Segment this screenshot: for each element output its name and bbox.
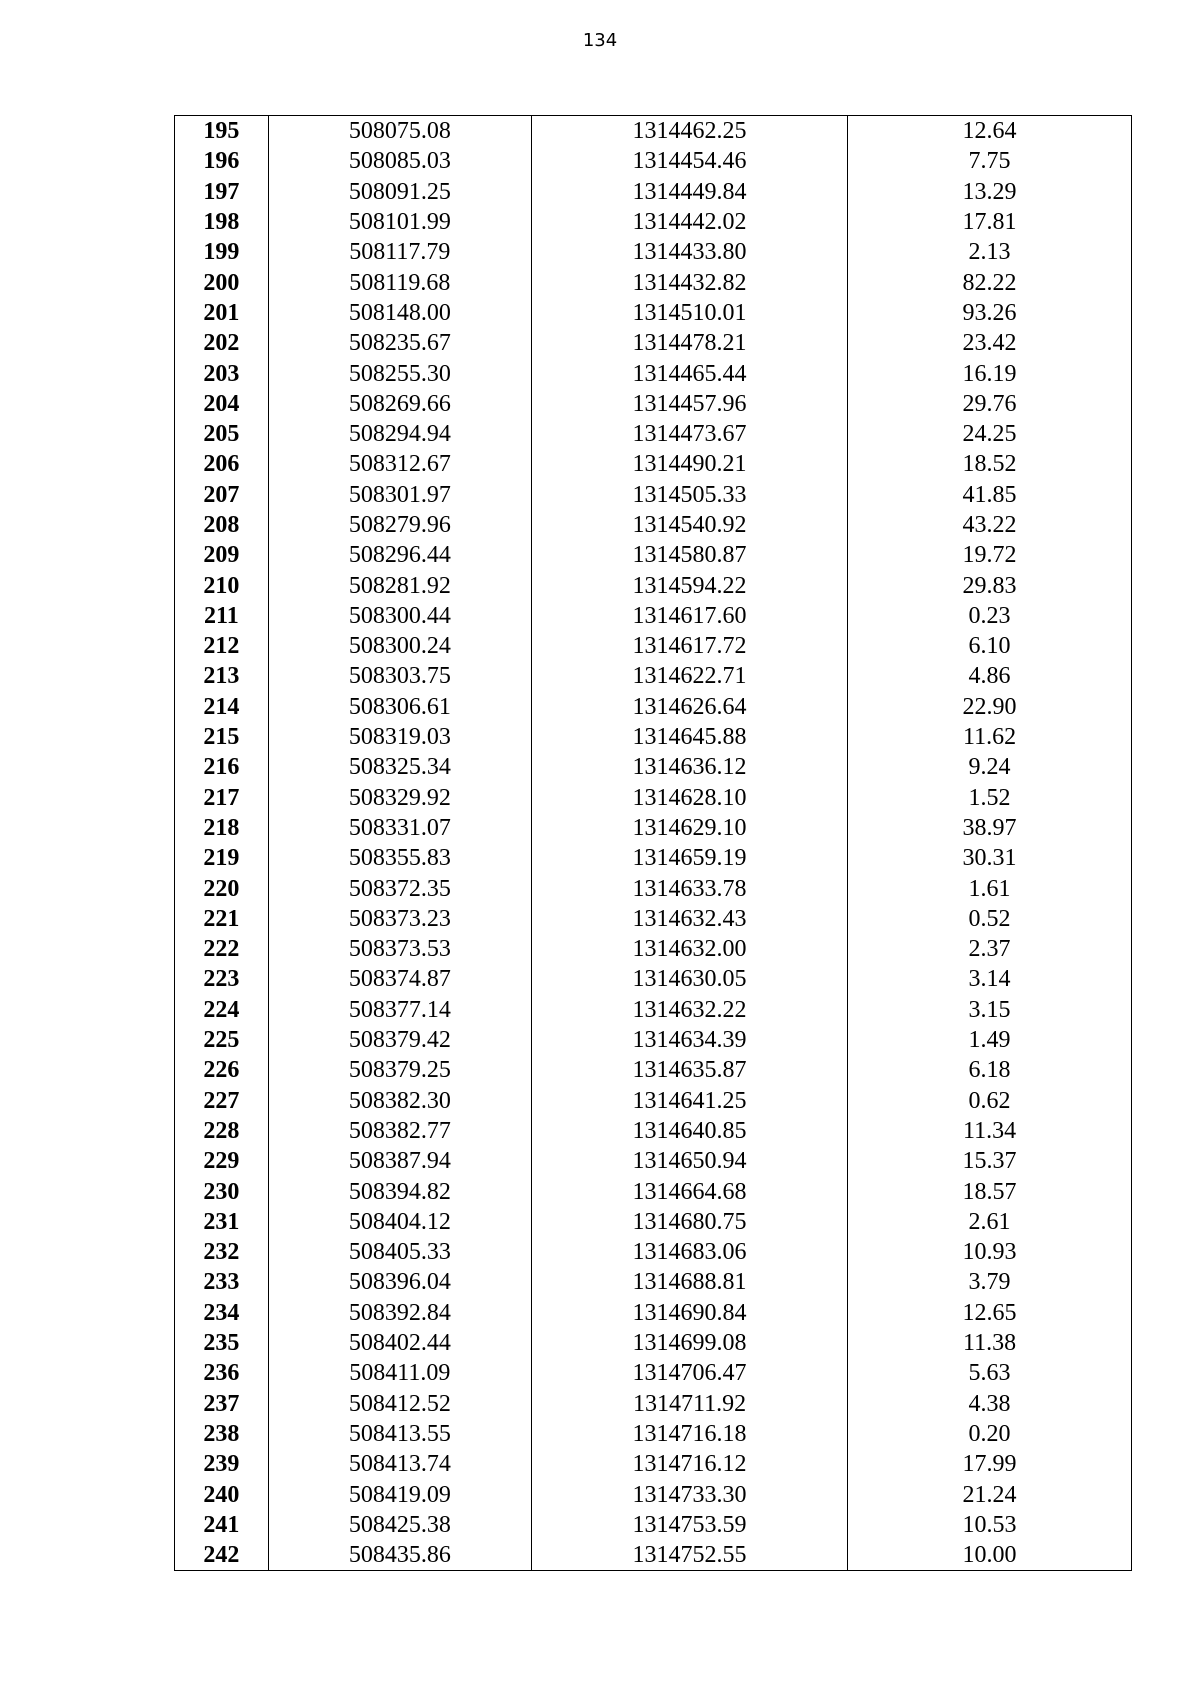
point-number: 227 <box>175 1086 269 1116</box>
x-coordinate: 508119.68 <box>268 267 531 297</box>
y-coordinate: 1314580.87 <box>531 540 847 570</box>
point-number: 215 <box>175 722 269 752</box>
point-number: 217 <box>175 783 269 813</box>
segment-length: 17.99 <box>848 1449 1132 1479</box>
y-coordinate: 1314635.87 <box>531 1055 847 1085</box>
point-number: 212 <box>175 631 269 661</box>
segment-length: 6.10 <box>848 631 1132 661</box>
x-coordinate: 508075.08 <box>268 116 531 147</box>
x-coordinate: 508319.03 <box>268 722 531 752</box>
segment-length: 19.72 <box>848 540 1132 570</box>
y-coordinate: 1314449.84 <box>531 177 847 207</box>
x-coordinate: 508412.52 <box>268 1388 531 1418</box>
table-row <box>175 237 1132 267</box>
x-coordinate: 508405.33 <box>268 1237 531 1267</box>
y-coordinate: 1314433.80 <box>531 237 847 267</box>
table-row <box>175 813 1132 843</box>
point-number: 211 <box>175 601 269 631</box>
table-row <box>175 1086 1132 1116</box>
segment-length: 43.22 <box>848 510 1132 540</box>
x-coordinate: 508306.61 <box>268 692 531 722</box>
table-row <box>175 783 1132 813</box>
x-coordinate: 508435.86 <box>268 1540 531 1571</box>
table-row <box>175 904 1132 934</box>
segment-length: 18.57 <box>848 1176 1132 1206</box>
y-coordinate: 1314641.25 <box>531 1086 847 1116</box>
coordinates-table <box>174 115 1132 1571</box>
table-row <box>175 1146 1132 1176</box>
x-coordinate: 508413.74 <box>268 1449 531 1479</box>
x-coordinate: 508373.53 <box>268 934 531 964</box>
x-coordinate: 508296.44 <box>268 540 531 570</box>
point-number: 225 <box>175 1025 269 1055</box>
y-coordinate: 1314733.30 <box>531 1479 847 1509</box>
x-coordinate: 508117.79 <box>268 237 531 267</box>
table-row <box>175 116 1132 147</box>
y-coordinate: 1314540.92 <box>531 510 847 540</box>
y-coordinate: 1314632.22 <box>531 995 847 1025</box>
table-row <box>175 1207 1132 1237</box>
point-number: 219 <box>175 843 269 873</box>
y-coordinate: 1314664.68 <box>531 1176 847 1206</box>
x-coordinate: 508392.84 <box>268 1298 531 1328</box>
segment-length: 17.81 <box>848 207 1132 237</box>
point-number: 195 <box>175 116 269 147</box>
x-coordinate: 508377.14 <box>268 995 531 1025</box>
y-coordinate: 1314632.43 <box>531 904 847 934</box>
table-row <box>175 389 1132 419</box>
y-coordinate: 1314645.88 <box>531 722 847 752</box>
segment-length: 10.93 <box>848 1237 1132 1267</box>
segment-length: 41.85 <box>848 480 1132 510</box>
point-number: 210 <box>175 570 269 600</box>
segment-length: 9.24 <box>848 752 1132 782</box>
y-coordinate: 1314457.96 <box>531 389 847 419</box>
segment-length: 0.62 <box>848 1086 1132 1116</box>
table-row <box>175 752 1132 782</box>
y-coordinate: 1314688.81 <box>531 1267 847 1297</box>
segment-length: 24.25 <box>848 419 1132 449</box>
segment-length: 10.53 <box>848 1510 1132 1540</box>
x-coordinate: 508303.75 <box>268 661 531 691</box>
segment-length: 2.13 <box>848 237 1132 267</box>
point-number: 206 <box>175 449 269 479</box>
x-coordinate: 508091.25 <box>268 177 531 207</box>
x-coordinate: 508235.67 <box>268 328 531 358</box>
segment-length: 1.61 <box>848 873 1132 903</box>
table-row <box>175 661 1132 691</box>
x-coordinate: 508372.35 <box>268 873 531 903</box>
segment-length: 93.26 <box>848 298 1132 328</box>
table-row <box>175 1237 1132 1267</box>
x-coordinate: 508379.25 <box>268 1055 531 1085</box>
y-coordinate: 1314473.67 <box>531 419 847 449</box>
x-coordinate: 508387.94 <box>268 1146 531 1176</box>
y-coordinate: 1314442.02 <box>531 207 847 237</box>
segment-length: 1.49 <box>848 1025 1132 1055</box>
segment-length: 3.14 <box>848 964 1132 994</box>
table-row <box>175 722 1132 752</box>
table-row <box>175 1479 1132 1509</box>
table-row <box>175 1116 1132 1146</box>
segment-length: 12.64 <box>848 116 1132 147</box>
y-coordinate: 1314626.64 <box>531 692 847 722</box>
table-row <box>175 1176 1132 1206</box>
y-coordinate: 1314622.71 <box>531 661 847 691</box>
table-row <box>175 146 1132 176</box>
y-coordinate: 1314462.25 <box>531 116 847 147</box>
y-coordinate: 1314628.10 <box>531 783 847 813</box>
table-row <box>175 1358 1132 1388</box>
x-coordinate: 508396.04 <box>268 1267 531 1297</box>
table-row <box>175 1328 1132 1358</box>
coordinates-table-body <box>175 116 1132 1571</box>
table-row <box>175 1298 1132 1328</box>
table-row <box>175 1025 1132 1055</box>
x-coordinate: 508425.38 <box>268 1510 531 1540</box>
y-coordinate: 1314752.55 <box>531 1540 847 1571</box>
y-coordinate: 1314490.21 <box>531 449 847 479</box>
point-number: 226 <box>175 1055 269 1085</box>
point-number: 228 <box>175 1116 269 1146</box>
x-coordinate: 508101.99 <box>268 207 531 237</box>
x-coordinate: 508148.00 <box>268 298 531 328</box>
table-row <box>175 1510 1132 1540</box>
table-row <box>175 1267 1132 1297</box>
segment-length: 13.29 <box>848 177 1132 207</box>
table-row <box>175 328 1132 358</box>
table-row <box>175 964 1132 994</box>
y-coordinate: 1314716.18 <box>531 1419 847 1449</box>
table-row <box>175 1449 1132 1479</box>
x-coordinate: 508329.92 <box>268 783 531 813</box>
table-row <box>175 692 1132 722</box>
x-coordinate: 508085.03 <box>268 146 531 176</box>
point-number: 233 <box>175 1267 269 1297</box>
x-coordinate: 508312.67 <box>268 449 531 479</box>
segment-length: 2.37 <box>848 934 1132 964</box>
point-number: 213 <box>175 661 269 691</box>
point-number: 214 <box>175 692 269 722</box>
x-coordinate: 508411.09 <box>268 1358 531 1388</box>
point-number: 202 <box>175 328 269 358</box>
x-coordinate: 508255.30 <box>268 358 531 388</box>
table-row <box>175 570 1132 600</box>
point-number: 205 <box>175 419 269 449</box>
segment-length: 21.24 <box>848 1479 1132 1509</box>
point-number: 224 <box>175 995 269 1025</box>
point-number: 222 <box>175 934 269 964</box>
x-coordinate: 508382.30 <box>268 1086 531 1116</box>
x-coordinate: 508281.92 <box>268 570 531 600</box>
segment-length: 16.19 <box>848 358 1132 388</box>
segment-length: 0.20 <box>848 1419 1132 1449</box>
point-number: 220 <box>175 873 269 903</box>
table-row <box>175 480 1132 510</box>
x-coordinate: 508374.87 <box>268 964 531 994</box>
y-coordinate: 1314629.10 <box>531 813 847 843</box>
y-coordinate: 1314454.46 <box>531 146 847 176</box>
table-row <box>175 1388 1132 1418</box>
segment-length: 3.15 <box>848 995 1132 1025</box>
segment-length: 10.00 <box>848 1540 1132 1571</box>
point-number: 200 <box>175 267 269 297</box>
point-number: 203 <box>175 358 269 388</box>
point-number: 209 <box>175 540 269 570</box>
table-row <box>175 207 1132 237</box>
segment-length: 3.79 <box>848 1267 1132 1297</box>
y-coordinate: 1314617.72 <box>531 631 847 661</box>
point-number: 196 <box>175 146 269 176</box>
segment-length: 29.76 <box>848 389 1132 419</box>
segment-length: 38.97 <box>848 813 1132 843</box>
y-coordinate: 1314650.94 <box>531 1146 847 1176</box>
segment-length: 0.23 <box>848 601 1132 631</box>
point-number: 204 <box>175 389 269 419</box>
x-coordinate: 508404.12 <box>268 1207 531 1237</box>
segment-length: 23.42 <box>848 328 1132 358</box>
y-coordinate: 1314699.08 <box>531 1328 847 1358</box>
point-number: 236 <box>175 1358 269 1388</box>
point-number: 197 <box>175 177 269 207</box>
table-row <box>175 1055 1132 1085</box>
segment-length: 11.62 <box>848 722 1132 752</box>
point-number: 201 <box>175 298 269 328</box>
segment-length: 2.61 <box>848 1207 1132 1237</box>
segment-length: 30.31 <box>848 843 1132 873</box>
segment-length: 11.38 <box>848 1328 1132 1358</box>
segment-length: 4.38 <box>848 1388 1132 1418</box>
y-coordinate: 1314617.60 <box>531 601 847 631</box>
segment-length: 29.83 <box>848 570 1132 600</box>
table-row <box>175 1419 1132 1449</box>
x-coordinate: 508394.82 <box>268 1176 531 1206</box>
y-coordinate: 1314510.01 <box>531 298 847 328</box>
point-number: 221 <box>175 904 269 934</box>
table-row <box>175 873 1132 903</box>
segment-length: 12.65 <box>848 1298 1132 1328</box>
table-row <box>175 601 1132 631</box>
table-row <box>175 843 1132 873</box>
table-row <box>175 419 1132 449</box>
point-number: 240 <box>175 1479 269 1509</box>
point-number: 198 <box>175 207 269 237</box>
table-row <box>175 1540 1132 1571</box>
y-coordinate: 1314634.39 <box>531 1025 847 1055</box>
y-coordinate: 1314659.19 <box>531 843 847 873</box>
table-row <box>175 995 1132 1025</box>
x-coordinate: 508325.34 <box>268 752 531 782</box>
x-coordinate: 508419.09 <box>268 1479 531 1509</box>
table-row <box>175 177 1132 207</box>
point-number: 231 <box>175 1207 269 1237</box>
table-row <box>175 510 1132 540</box>
point-number: 235 <box>175 1328 269 1358</box>
point-number: 207 <box>175 480 269 510</box>
point-number: 232 <box>175 1237 269 1267</box>
x-coordinate: 508294.94 <box>268 419 531 449</box>
x-coordinate: 508269.66 <box>268 389 531 419</box>
x-coordinate: 508402.44 <box>268 1328 531 1358</box>
y-coordinate: 1314478.21 <box>531 328 847 358</box>
point-number: 234 <box>175 1298 269 1328</box>
x-coordinate: 508355.83 <box>268 843 531 873</box>
y-coordinate: 1314630.05 <box>531 964 847 994</box>
table-row <box>175 934 1132 964</box>
table-row <box>175 298 1132 328</box>
point-number: 242 <box>175 1540 269 1571</box>
segment-length: 22.90 <box>848 692 1132 722</box>
y-coordinate: 1314636.12 <box>531 752 847 782</box>
point-number: 239 <box>175 1449 269 1479</box>
y-coordinate: 1314680.75 <box>531 1207 847 1237</box>
x-coordinate: 508279.96 <box>268 510 531 540</box>
x-coordinate: 508382.77 <box>268 1116 531 1146</box>
point-number: 237 <box>175 1388 269 1418</box>
page-number: 134 <box>582 30 618 51</box>
y-coordinate: 1314633.78 <box>531 873 847 903</box>
segment-length: 15.37 <box>848 1146 1132 1176</box>
y-coordinate: 1314706.47 <box>531 1358 847 1388</box>
point-number: 199 <box>175 237 269 267</box>
point-number: 208 <box>175 510 269 540</box>
point-number: 223 <box>175 964 269 994</box>
segment-length: 7.75 <box>848 146 1132 176</box>
table-row <box>175 267 1132 297</box>
point-number: 241 <box>175 1510 269 1540</box>
y-coordinate: 1314505.33 <box>531 480 847 510</box>
x-coordinate: 508413.55 <box>268 1419 531 1449</box>
y-coordinate: 1314632.00 <box>531 934 847 964</box>
point-number: 218 <box>175 813 269 843</box>
table-row <box>175 631 1132 661</box>
x-coordinate: 508379.42 <box>268 1025 531 1055</box>
segment-length: 4.86 <box>848 661 1132 691</box>
y-coordinate: 1314465.44 <box>531 358 847 388</box>
table-row <box>175 449 1132 479</box>
point-number: 216 <box>175 752 269 782</box>
x-coordinate: 508300.44 <box>268 601 531 631</box>
segment-length: 1.52 <box>848 783 1132 813</box>
x-coordinate: 508331.07 <box>268 813 531 843</box>
x-coordinate: 508373.23 <box>268 904 531 934</box>
table-row <box>175 358 1132 388</box>
y-coordinate: 1314690.84 <box>531 1298 847 1328</box>
point-number: 230 <box>175 1176 269 1206</box>
x-coordinate: 508300.24 <box>268 631 531 661</box>
segment-length: 6.18 <box>848 1055 1132 1085</box>
y-coordinate: 1314753.59 <box>531 1510 847 1540</box>
y-coordinate: 1314711.92 <box>531 1388 847 1418</box>
point-number: 229 <box>175 1146 269 1176</box>
point-number: 238 <box>175 1419 269 1449</box>
segment-length: 18.52 <box>848 449 1132 479</box>
segment-length: 11.34 <box>848 1116 1132 1146</box>
segment-length: 82.22 <box>848 267 1132 297</box>
y-coordinate: 1314716.12 <box>531 1449 847 1479</box>
y-coordinate: 1314432.82 <box>531 267 847 297</box>
table-row <box>175 540 1132 570</box>
segment-length: 5.63 <box>848 1358 1132 1388</box>
y-coordinate: 1314683.06 <box>531 1237 847 1267</box>
y-coordinate: 1314594.22 <box>531 570 847 600</box>
y-coordinate: 1314640.85 <box>531 1116 847 1146</box>
x-coordinate: 508301.97 <box>268 480 531 510</box>
segment-length: 0.52 <box>848 904 1132 934</box>
